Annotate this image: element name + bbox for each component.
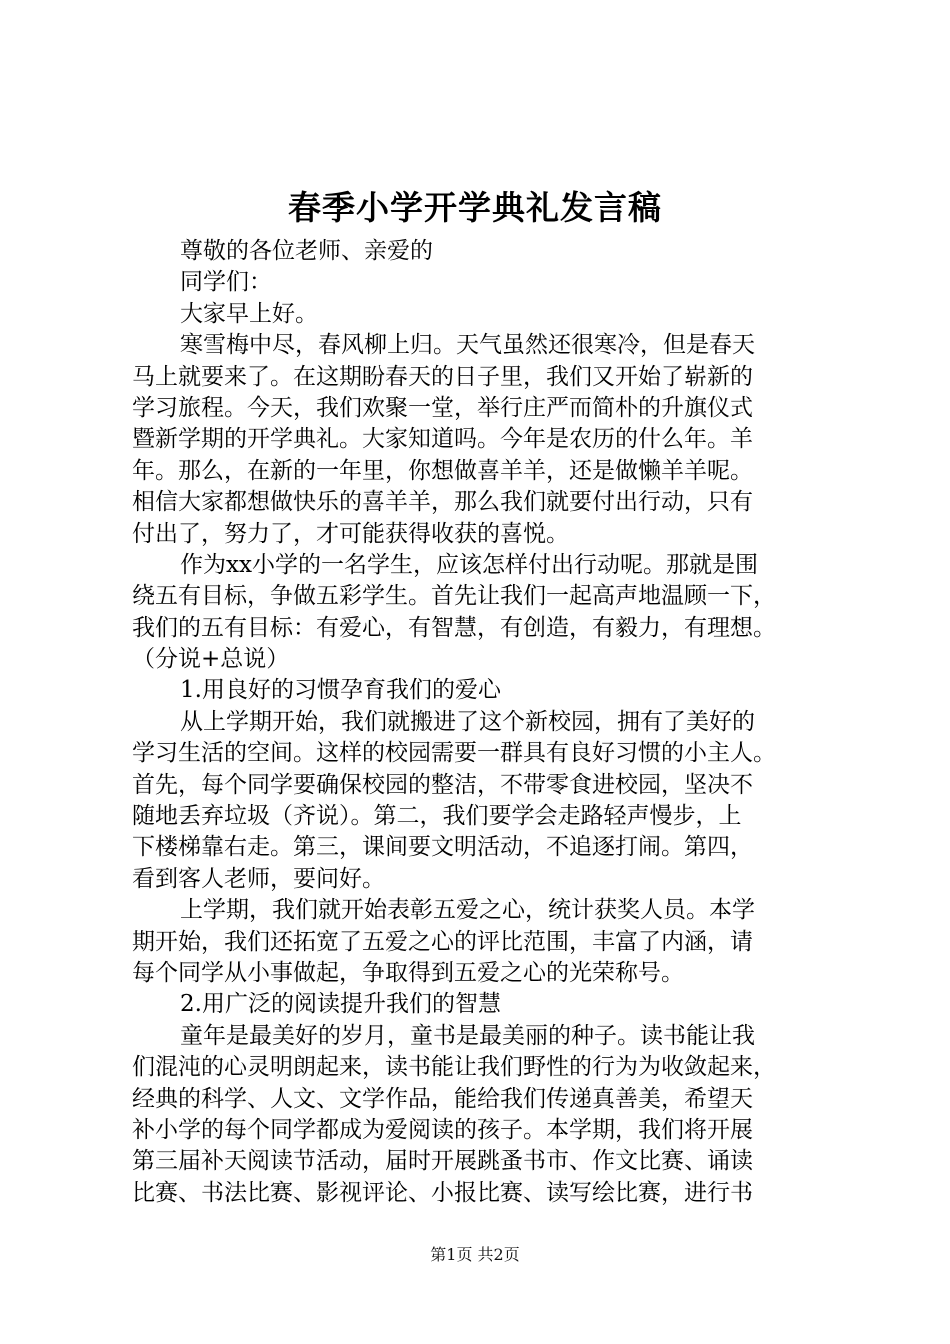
section-heading-1: 1.用良好的习惯孕育我们的爱心 [180,677,501,704]
page-footer: 第1页 共2页 [430,1245,520,1264]
paragraph-line: 从上学期开始，我们就搬进了这个新校园，拥有了美好的 [180,708,755,735]
paragraph-line: 期开始，我们还拓宽了五爱之心的评比范围，丰富了内涵，请 [132,928,753,955]
paragraph-line: 作为xx小学的一名学生，应该怎样付出行动呢。那就是围 [180,551,758,578]
paragraph-line: 绕五有目标，争做五彩学生。首先让我们一起高声地温顾一下， [132,583,776,610]
document-body [132,236,832,1209]
paragraph-line: 暨新学期的开学典礼。大家知道吗。今年是农历的什么年。羊 [132,426,753,453]
paragraph-line: 第三届补天阅读节活动，届时开展跳蚤书市、作文比赛、诵读 [132,1148,753,1175]
salutation-line-1: 尊敬的各位老师、亲爱的 [180,238,433,264]
paragraph-line: 相信大家都想做快乐的喜羊羊，那么我们就要付出行动，只有 [132,489,753,516]
paragraph-line: 学习生活的空间。这样的校园需要一群具有良好习惯的小主人。 [132,740,776,767]
greeting-line: 大家早上好。 [180,300,318,327]
document-title: 春季小学开学典礼发言稿 [288,188,662,227]
paragraph-line: 付出了，努力了，才可能获得收获的喜悦。 [132,520,569,547]
paragraph-line: 上学期，我们就开始表彰五爱之心，统计获奖人员。本学 [180,897,755,924]
section-heading-2: 2.用广泛的阅读提升我们的智慧 [180,991,501,1018]
paragraph-line: 寒雪梅中尽，春风柳上归。天气虽然还很寒冷，但是春天 [180,332,755,359]
salutation-line-2: 同学们： [180,269,272,296]
paragraph-line: 经典的科学、人文、文学作品，能给我们传递真善美，希望天 [132,1085,753,1112]
paragraph-line: 马上就要来了。在这期盼春天的日子里，我们又开始了崭新的 [132,363,753,390]
paragraph-line: 随地丢弃垃圾（齐说）。第二，我们要学会走路轻声慢步，上 [132,803,742,830]
paragraph-line: 们混沌的心灵明朗起来，读书能让我们野性的行为为收敛起来， [132,1054,776,1081]
paragraph-line: 我们的五有目标：有爱心，有智慧，有创造，有毅力，有理想。 [132,614,776,641]
paragraph-line: 比赛、书法比赛、影视评论、小报比赛、读写绘比赛，进行书 [132,1179,753,1206]
paragraph-line: 童年是最美好的岁月，童书是最美丽的种子。读书能让我 [180,1022,755,1049]
paragraph-line: 看到客人老师，要问好。 [132,865,385,892]
paragraph-line: 每个同学从小事做起，争取得到五爱之心的光荣称号。 [132,959,684,986]
paragraph-line: 下楼梯靠右走。第三，课间要文明活动，不追逐打闹。第四， [132,834,753,861]
paragraph-line: 学习旅程。今天，我们欢聚一堂，举行庄严而简朴的升旗仪式 [132,394,753,421]
paragraph-line: 补小学的每个同学都成为爱阅读的孩子。本学期，我们将开展 [132,1116,753,1143]
paragraph-line: 首先，每个同学要确保校园的整洁，不带零食进校园，坚决不 [132,771,753,798]
paragraph-line: 年。那么，在新的一年里，你想做喜羊羊，还是做懒羊羊呢。 [132,457,753,484]
paragraph-line: （分说+总说） [132,646,290,673]
